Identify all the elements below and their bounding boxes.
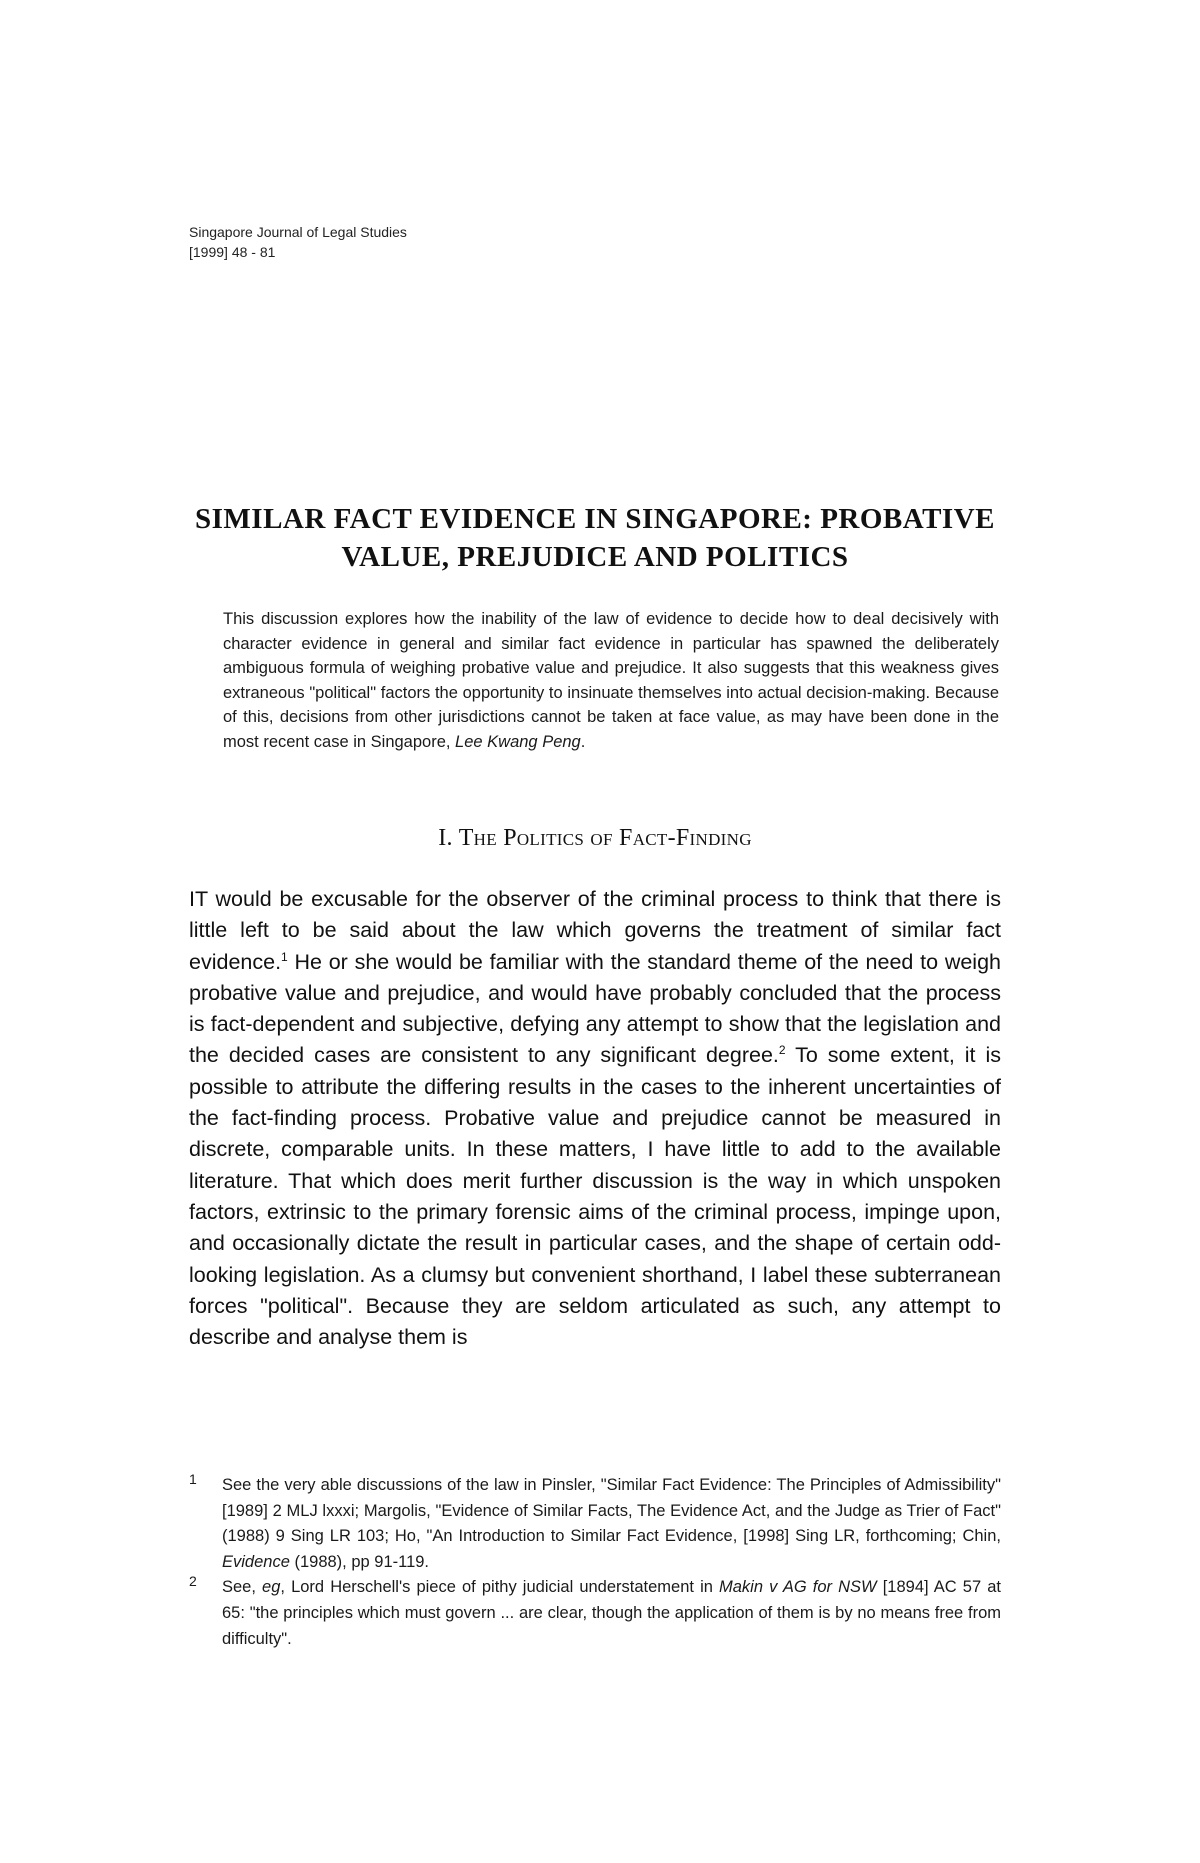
- section-number: I.: [438, 825, 453, 851]
- abstract-case-name: Lee Kwang Peng: [455, 732, 581, 751]
- body-text-part-2: He or she would be familiar with the standard theme of the need to weigh probative value and prejudice, and would have probably concluded that the process is fact-dependent and subjective, defying any attempt to show that the legislation and the decided cases are consistent to any significant degree.: [189, 949, 1001, 1068]
- footnote-text-end: (1988), pp 91-119.: [289, 1552, 430, 1571]
- abstract-text: This discussion explores how the inability of the law of evidence to decide how to deal decisively with character evidence in general and similar fact evidence in particular has spawned the deliberately ambiguous formula of weighing probative value and prejudice. It also suggests that this weakness gives extraneous "political" factors the opportunity to insinuate themselves into actual decision-making. Because of this, decisions from other jurisdictions cannot be taken at face value, as may have been done in the most recent case in Singapore,: [223, 610, 999, 751]
- article-title-line-2: VALUE, PREJUDICE AND POLITICS: [341, 541, 849, 573]
- footnote-2: [189, 1575, 1001, 1652]
- footnote-number: 1: [189, 1471, 197, 1487]
- footnote-text-end: [1894] AC 57 at 65: "the principles which must govern ... are clear, though the application of them is by no means free from difficulty".: [222, 1578, 1001, 1648]
- footnote-text: See the very able discussions of the law in Pinsler, "Similar Fact Evidence: The Principles of Admissibility" [1989] 2 MLJ lxxxi; Margolis, "Evidence of Similar Facts, The Evidence Act, and the Judge as Trier of Fact" (1988) 9 Sing LR 103; Ho, "An Introduction to Similar Fact Evidence, [1998] Sing LR, forthcoming; Chin,: [222, 1476, 1001, 1546]
- body-text-part-1: IT would be excusable for the observer of the criminal process to think that there is little left to be said about the law which governs the treatment of similar fact evidence.: [189, 887, 1001, 974]
- journal-citation: [1999] 48 - 81: [189, 244, 276, 260]
- article-title-line-1: SIMILAR FACT EVIDENCE IN SINGAPORE: PROBATIVE: [195, 503, 995, 535]
- body-text-part-3: To some extent, it is possible to attribute the differing results in the cases to the inherent uncertainties of the fact-finding process. Probative value and prejudice cannot be measured in discrete, comparable units. In these matters, I have little to add to the available literature. That which does merit further discussion is the way in which unspoken factors, extrinsic to the primary forensic aims of the criminal process, impinge upon, and occasionally dictate the result in particular cases, and the shape of certain odd-looking legislation. As a clumsy but convenient shorthand, I label these subterranean forces "political". Because they are seldom articulated as such, any attempt to describe and analyse them is: [189, 1043, 1001, 1350]
- abstract: [223, 607, 999, 755]
- abstract-end: .: [580, 732, 586, 751]
- article-title: [189, 500, 1001, 576]
- body-paragraph: [189, 884, 1001, 1353]
- footnote-text-mid: , Lord Herschell's piece of pithy judicial understatement in: [280, 1578, 720, 1597]
- footnote-text: See,: [222, 1578, 263, 1597]
- footnote-italic: eg: [262, 1578, 281, 1597]
- footnote-ref-2[interactable]: 2: [778, 1043, 786, 1058]
- footnote-italic: Evidence: [222, 1552, 290, 1571]
- footnote-ref-1[interactable]: 1: [281, 949, 288, 964]
- journal-header: [189, 222, 407, 262]
- journal-name: Singapore Journal of Legal Studies: [189, 224, 407, 240]
- footnote-case-name: Makin v AG for NSW: [719, 1578, 877, 1597]
- footnote-1: [189, 1473, 1001, 1575]
- footnote-number: 2: [189, 1573, 197, 1590]
- section-heading: [189, 822, 1001, 854]
- section-title: The Politics of Fact-Finding: [458, 825, 752, 851]
- footnotes: [189, 1473, 1001, 1652]
